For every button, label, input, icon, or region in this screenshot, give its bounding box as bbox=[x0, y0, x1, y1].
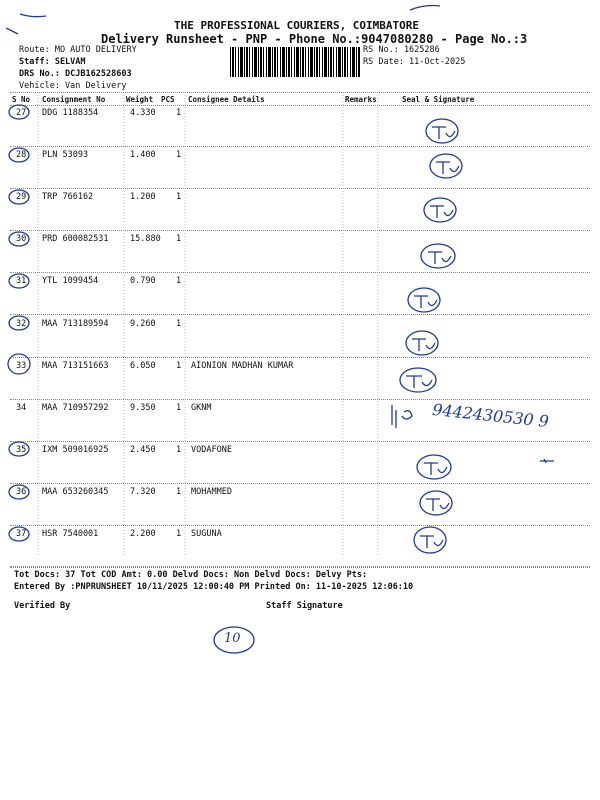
col-remarks: Remarks bbox=[345, 95, 377, 104]
drs-number: DRS No.: DCJB162528603 bbox=[19, 69, 132, 79]
row-weight: 2.450 bbox=[130, 444, 156, 455]
row-weight: 9.260 bbox=[130, 318, 156, 329]
row34-signature bbox=[392, 405, 412, 428]
stray-marks-top bbox=[410, 6, 440, 11]
row-consignment: HSR 7540001 bbox=[42, 529, 99, 539]
col-sno: S No bbox=[12, 95, 31, 104]
seal-signatures bbox=[6, 6, 554, 654]
runsheet-title: Delivery Runsheet - PNP - Phone No.:9047080280 - Page No.:3 bbox=[101, 32, 528, 46]
row-consignment: MAA 713151663 bbox=[42, 360, 109, 371]
staff-signature: Staff Signature bbox=[266, 601, 343, 611]
route-label: Route: MO AUTO DELIVERY bbox=[19, 45, 137, 55]
row-consignee: VODAFONE bbox=[191, 444, 232, 455]
row-pcs: 1 bbox=[176, 192, 182, 203]
row-sno: 33 bbox=[16, 360, 27, 371]
row-pcs: 1 bbox=[176, 150, 182, 161]
row-sno: 31 bbox=[16, 276, 27, 287]
company-name: THE PROFESSIONAL COURIERS, COIMBATORE bbox=[174, 19, 420, 32]
row-weight: 2.200 bbox=[130, 529, 156, 539]
row-sno: 36 bbox=[16, 486, 27, 497]
row-sno: 30 bbox=[16, 234, 27, 245]
row-weight: 4.330 bbox=[130, 108, 156, 118]
handwritten-count: 10 bbox=[224, 631, 241, 646]
col-seal: Seal & Signature bbox=[402, 95, 475, 104]
row-consignment: MAA 710957292 bbox=[42, 402, 109, 413]
col-weight: Weight bbox=[126, 95, 154, 104]
col-pcs: PCS bbox=[161, 95, 175, 104]
row-weight: 6.050 bbox=[130, 360, 156, 371]
row-consignee: GKNM bbox=[191, 402, 212, 413]
footer-rule bbox=[10, 566, 590, 567]
row-sno: 27 bbox=[16, 108, 27, 118]
row-sno: 34 bbox=[16, 402, 27, 413]
row-consignment: MAA 653260345 bbox=[42, 486, 109, 497]
stray-marks bbox=[6, 14, 46, 34]
vehicle-label: Vehicle: Van Delivery bbox=[19, 81, 127, 91]
row-pcs: 1 bbox=[176, 444, 182, 455]
row-pcs: 1 bbox=[176, 360, 182, 371]
row-pcs: 1 bbox=[176, 108, 182, 118]
entered-by-line: Entered By :PNPRUNSHEET 10/11/2025 12:00:40 PM Printed On: 11-10-2025 12:06:10 bbox=[14, 582, 414, 592]
row-consignment: PRD 600082531 bbox=[42, 234, 109, 245]
row-sno: 35 bbox=[16, 444, 27, 455]
rs-date: RS Date: 11-Oct-2025 bbox=[363, 57, 466, 67]
totals-line: Tot Docs: 37 Tot COD Amt: 0.00 Delvd Docs: Non Delvd Docs: Delvy Pts: bbox=[14, 570, 368, 580]
row-consignee: AIONION MADHAN KUMAR bbox=[191, 360, 294, 371]
row-weight: 1.200 bbox=[130, 192, 156, 203]
row-weight: 0.790 bbox=[130, 276, 156, 287]
col-consignment: Consignment No bbox=[42, 95, 106, 104]
row-consignment: MAA 713189594 bbox=[42, 318, 109, 329]
staff-label: Staff: SELVAM bbox=[19, 57, 86, 67]
dash-mark bbox=[540, 459, 554, 463]
row-sno: 32 bbox=[16, 318, 27, 329]
sno-circles bbox=[8, 105, 30, 541]
row-sno: 29 bbox=[16, 192, 27, 203]
row-consignment: DDG 1188354 bbox=[42, 108, 99, 118]
col-consignee: Consignee Details bbox=[188, 95, 265, 104]
row-pcs: 1 bbox=[176, 402, 182, 413]
rs-number: RS No.: 1625286 bbox=[363, 45, 440, 55]
row-consignment: TRP 766162 bbox=[42, 192, 94, 203]
row-consignee: MOHAMMED bbox=[191, 486, 232, 497]
row-pcs: 1 bbox=[176, 318, 182, 329]
row-pcs: 1 bbox=[176, 234, 182, 245]
row-sno: 37 bbox=[16, 529, 27, 539]
row-sno: 28 bbox=[16, 150, 27, 161]
row-weight: 1.400 bbox=[130, 150, 156, 161]
handwritten-phone: 9442430530 9 bbox=[431, 399, 550, 432]
row-consignment: IXM 509016925 bbox=[42, 444, 109, 455]
row-weight: 9.350 bbox=[130, 402, 156, 413]
row-pcs: 1 bbox=[176, 529, 182, 539]
row-consignment: YTL 1099454 bbox=[42, 276, 99, 287]
row-weight: 15.880 bbox=[130, 234, 161, 245]
row-consignee: SUGUNA bbox=[191, 529, 222, 539]
verified-by: Verified By bbox=[14, 601, 71, 611]
row-weight: 7.320 bbox=[130, 486, 156, 497]
row-consignment: PLN 53093 bbox=[42, 150, 89, 161]
row-pcs: 1 bbox=[176, 486, 182, 497]
row-pcs: 1 bbox=[176, 276, 182, 287]
